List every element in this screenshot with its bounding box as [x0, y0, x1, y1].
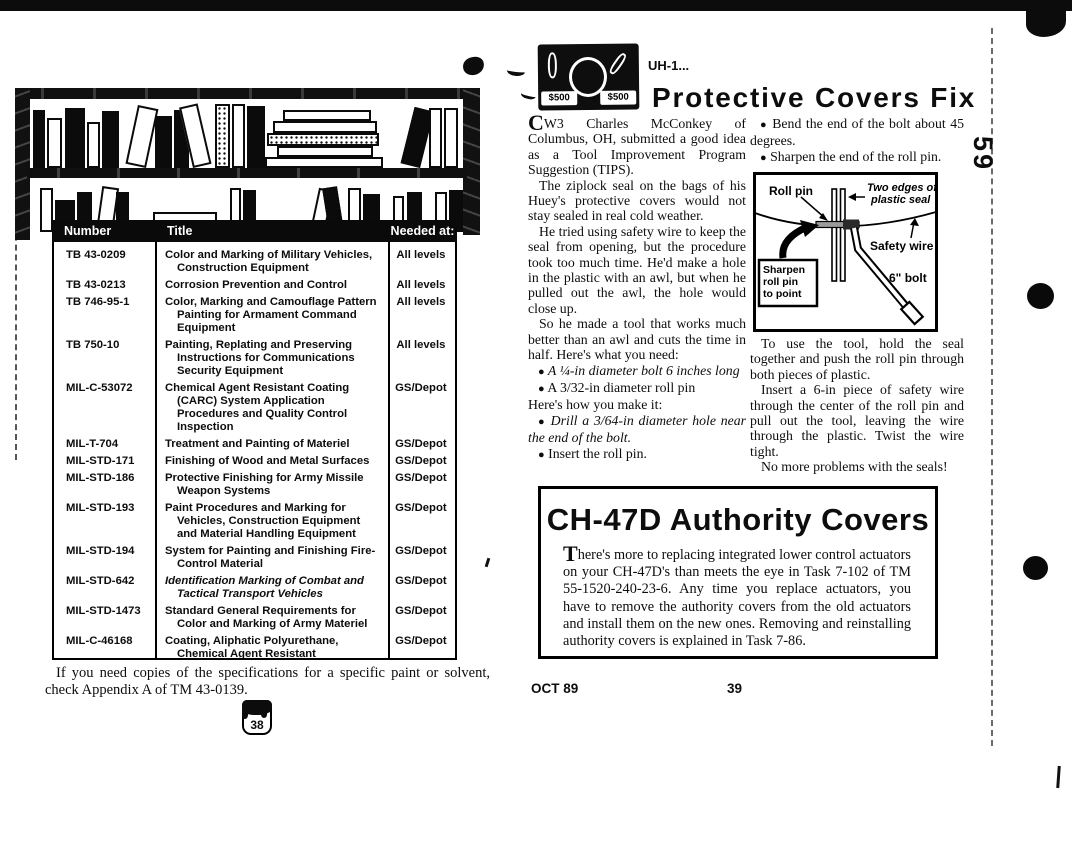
left-page-number: 38 — [250, 718, 264, 732]
shelf-post — [15, 88, 30, 240]
diagram-label-bolt: 6" bolt — [889, 271, 927, 285]
column-divider — [155, 242, 157, 658]
book-spine — [65, 108, 85, 168]
bullet-icon: ● — [760, 119, 768, 131]
article-column-right-lower — [750, 336, 964, 475]
scan-top-bar — [0, 0, 1072, 11]
tool-diagram — [753, 172, 938, 337]
bullet-icon: ● — [760, 151, 767, 164]
stamp-art — [548, 52, 557, 78]
shelf-board — [15, 88, 480, 99]
column-divider — [388, 242, 390, 658]
box-article-body: There's more to replacing integrated lower control actuators on your CH-47D's than meets the eye in Task 7-102 of TM 55-1520-240-23-6. Any time you replace actuators, you have to remove the authority covers from the old actuators and install them on the new ones. Removing and reinstalling authority covers is explained in Task 7-86. — [563, 541, 911, 650]
table-row: MIL-T-704 Treatment and Painting of Materiel GS/Depot — [66, 438, 447, 450]
book-spine — [215, 104, 230, 168]
table-row: TB 43-0209 Color and Marking of Military Vehicles, Construction Equipment All levels — [66, 249, 446, 274]
stamp-500-tag: $500 — [600, 91, 636, 105]
diagram-label-sharpen-3: to point — [763, 288, 802, 300]
column-header-number: Number — [64, 224, 112, 238]
diagram-label-sharpen-1: Sharpen — [763, 264, 806, 276]
table-row: MIL-STD-642 Identification Marking of Combat and Tactical Transport Vehicles GS/Depot — [66, 575, 447, 600]
book-flat — [283, 110, 371, 121]
diagram-label-sharpen-2: roll pin — [763, 276, 798, 288]
book-spine — [102, 111, 119, 168]
book-flat — [265, 157, 383, 168]
bullet-item: ● A ¼-in diameter bolt 6 inches long — [538, 362, 740, 378]
footer-page-number: 39 — [727, 681, 743, 696]
paragraph: He tried using safety wire to keep the seal from opening, but the procedure took too much time. He'd make a hole in the plastic with an awl, but when he pulled out the awl, the hole would close up. — [528, 223, 746, 316]
stamp-500-tag: $500 — [541, 91, 577, 105]
column-header-needed: Needed at: — [390, 224, 455, 238]
binder-dot-icon — [1023, 556, 1048, 580]
ink-mark — [462, 56, 485, 77]
sharpen-callout — [759, 260, 817, 306]
paragraph: The ziplock seal on the bags of his Huey's protective covers would not stay sealed in real cold weather. — [528, 177, 746, 224]
ink-mark — [520, 88, 537, 100]
paragraph: No more problems with the seals! — [761, 459, 948, 475]
scan-corner-curl — [1026, 9, 1066, 37]
paragraph: So he made a tool that works much better than an awl and cuts the time in half. Here's what you need: — [528, 316, 746, 363]
table-row: MIL-STD-194 System for Painting and Finishing Fire-Control Material GS/Depot — [66, 545, 447, 570]
drop-cap: C — [528, 110, 544, 135]
bullet-icon: ● — [538, 448, 545, 461]
bullet-icon: ● — [538, 415, 546, 428]
bullet-item: ● Drill a 3/64-in diameter hole near the end of the bolt. — [528, 412, 746, 446]
bullet-item: ● A 3/32-in diameter roll pin — [538, 379, 696, 395]
shelf-board — [27, 168, 467, 178]
bookshelf-illustration — [15, 88, 480, 240]
table-row: MIL-STD-193 Paint Procedures and Marking for Vehicles, Construction Equipment and Material Handling Equipment GS/Depot — [66, 502, 447, 540]
book-spine — [87, 122, 100, 168]
paragraph: CW3 Charles McConkey of Columbus, OH, submitted a good idea as a Tool Improvement Program Suggestion (TIPS). — [528, 110, 746, 178]
footer-issue-date: OCT 89 — [531, 681, 579, 696]
diagram-label-safety-wire: Safety wire — [870, 239, 934, 253]
paint-icon — [242, 700, 272, 715]
stamp-art — [608, 52, 628, 76]
ink-mark — [507, 65, 526, 77]
publications-note: If you need copies of the specifications for a specific paint or solvent, check Appendix A of TM 43-0139. — [45, 665, 490, 698]
book-spine — [155, 116, 172, 168]
paint-can-page-number-icon — [242, 700, 272, 735]
plastic-seal-edge — [841, 189, 846, 281]
article-title: Protective Covers Fix — [652, 82, 977, 113]
ink-mark — [1056, 766, 1061, 788]
book-spine — [232, 104, 245, 168]
book-spine — [125, 105, 158, 168]
plastic-seal-edge — [832, 189, 837, 281]
table-body — [52, 242, 457, 660]
book-spine — [247, 106, 265, 168]
article-column-left — [528, 110, 746, 463]
table-row: MIL-C-46168 Coating, Aliphatic Polyurethane, Chemical Agent Resistant GS/Depot — [66, 635, 447, 660]
box-article-title: CH-47D Authority Covers — [546, 502, 930, 537]
bullet-item: ● Bend the end of the bolt about 45 degrees. — [750, 116, 964, 149]
column-header-title: Title — [167, 224, 193, 238]
book-spine — [33, 110, 45, 168]
bullet-icon: ● — [538, 382, 545, 395]
ch47d-article-box — [538, 486, 938, 659]
table-header-row — [52, 220, 457, 242]
table-row: MIL-STD-186 Protective Finishing for Army Missile Weapon Systems GS/Depot — [66, 472, 447, 497]
table-row: TB 43-0213 Corrosion Prevention and Control All levels — [66, 279, 446, 291]
diagram-label-two-edges-1: Two edges of — [867, 182, 937, 194]
book-spine — [47, 118, 62, 168]
bullet-icon: ● — [538, 365, 545, 378]
table-row: TB 750-10 Painting, Replating and Preserving Instructions for Communications Security Equipment All levels — [66, 339, 446, 377]
diagram-label-roll-pin: Roll pin — [769, 184, 813, 198]
article-column-right — [750, 116, 964, 166]
table-row: TB 746-95-1 Color, Marking and Camouflage Pattern Painting for Armament Command Equipment All levels — [66, 296, 446, 334]
table-row: MIL-C-53072 Chemical Agent Resistant Coating (CARC) System Application Procedures and Quality Control Inspection GS/Depot — [66, 382, 447, 433]
book-spine — [444, 108, 458, 168]
table-row: MIL-STD-1473 Standard General Requirements for Color and Marking of Army Materiel GS/Depot — [66, 605, 447, 630]
book-flat — [277, 146, 373, 157]
tips-award-stamp-icon — [538, 43, 640, 110]
book-flat — [267, 133, 379, 146]
paragraph: To use the tool, hold the seal together and push the roll pin through both pieces of plastic. — [750, 336, 964, 382]
binder-dot-icon — [1027, 283, 1054, 309]
side-page-number: 59 — [968, 136, 998, 173]
shelf-post — [463, 88, 480, 235]
book-spine — [429, 108, 442, 168]
diagram-label-two-edges-2: plastic seal — [871, 194, 931, 206]
paragraph: Here's how you make it: — [528, 397, 663, 413]
table-row: MIL-STD-171 Finishing of Wood and Metal Surfaces GS/Depot — [66, 455, 447, 467]
bullet-item: ● Insert the roll pin. — [538, 445, 647, 461]
drop-cap: T — [563, 541, 578, 566]
article-kicker: UH-1... — [648, 58, 690, 73]
bullet-item: ● Sharpen the end of the roll pin. — [760, 148, 942, 164]
publications-table — [52, 220, 457, 660]
paragraph: Insert a 6-in piece of safety wire through the center of the roll pin and pull out the tool, leaving the wire through the plastic. Twist the wire tight. — [750, 382, 964, 459]
book-flat — [273, 121, 377, 133]
ink-mark — [485, 558, 491, 567]
